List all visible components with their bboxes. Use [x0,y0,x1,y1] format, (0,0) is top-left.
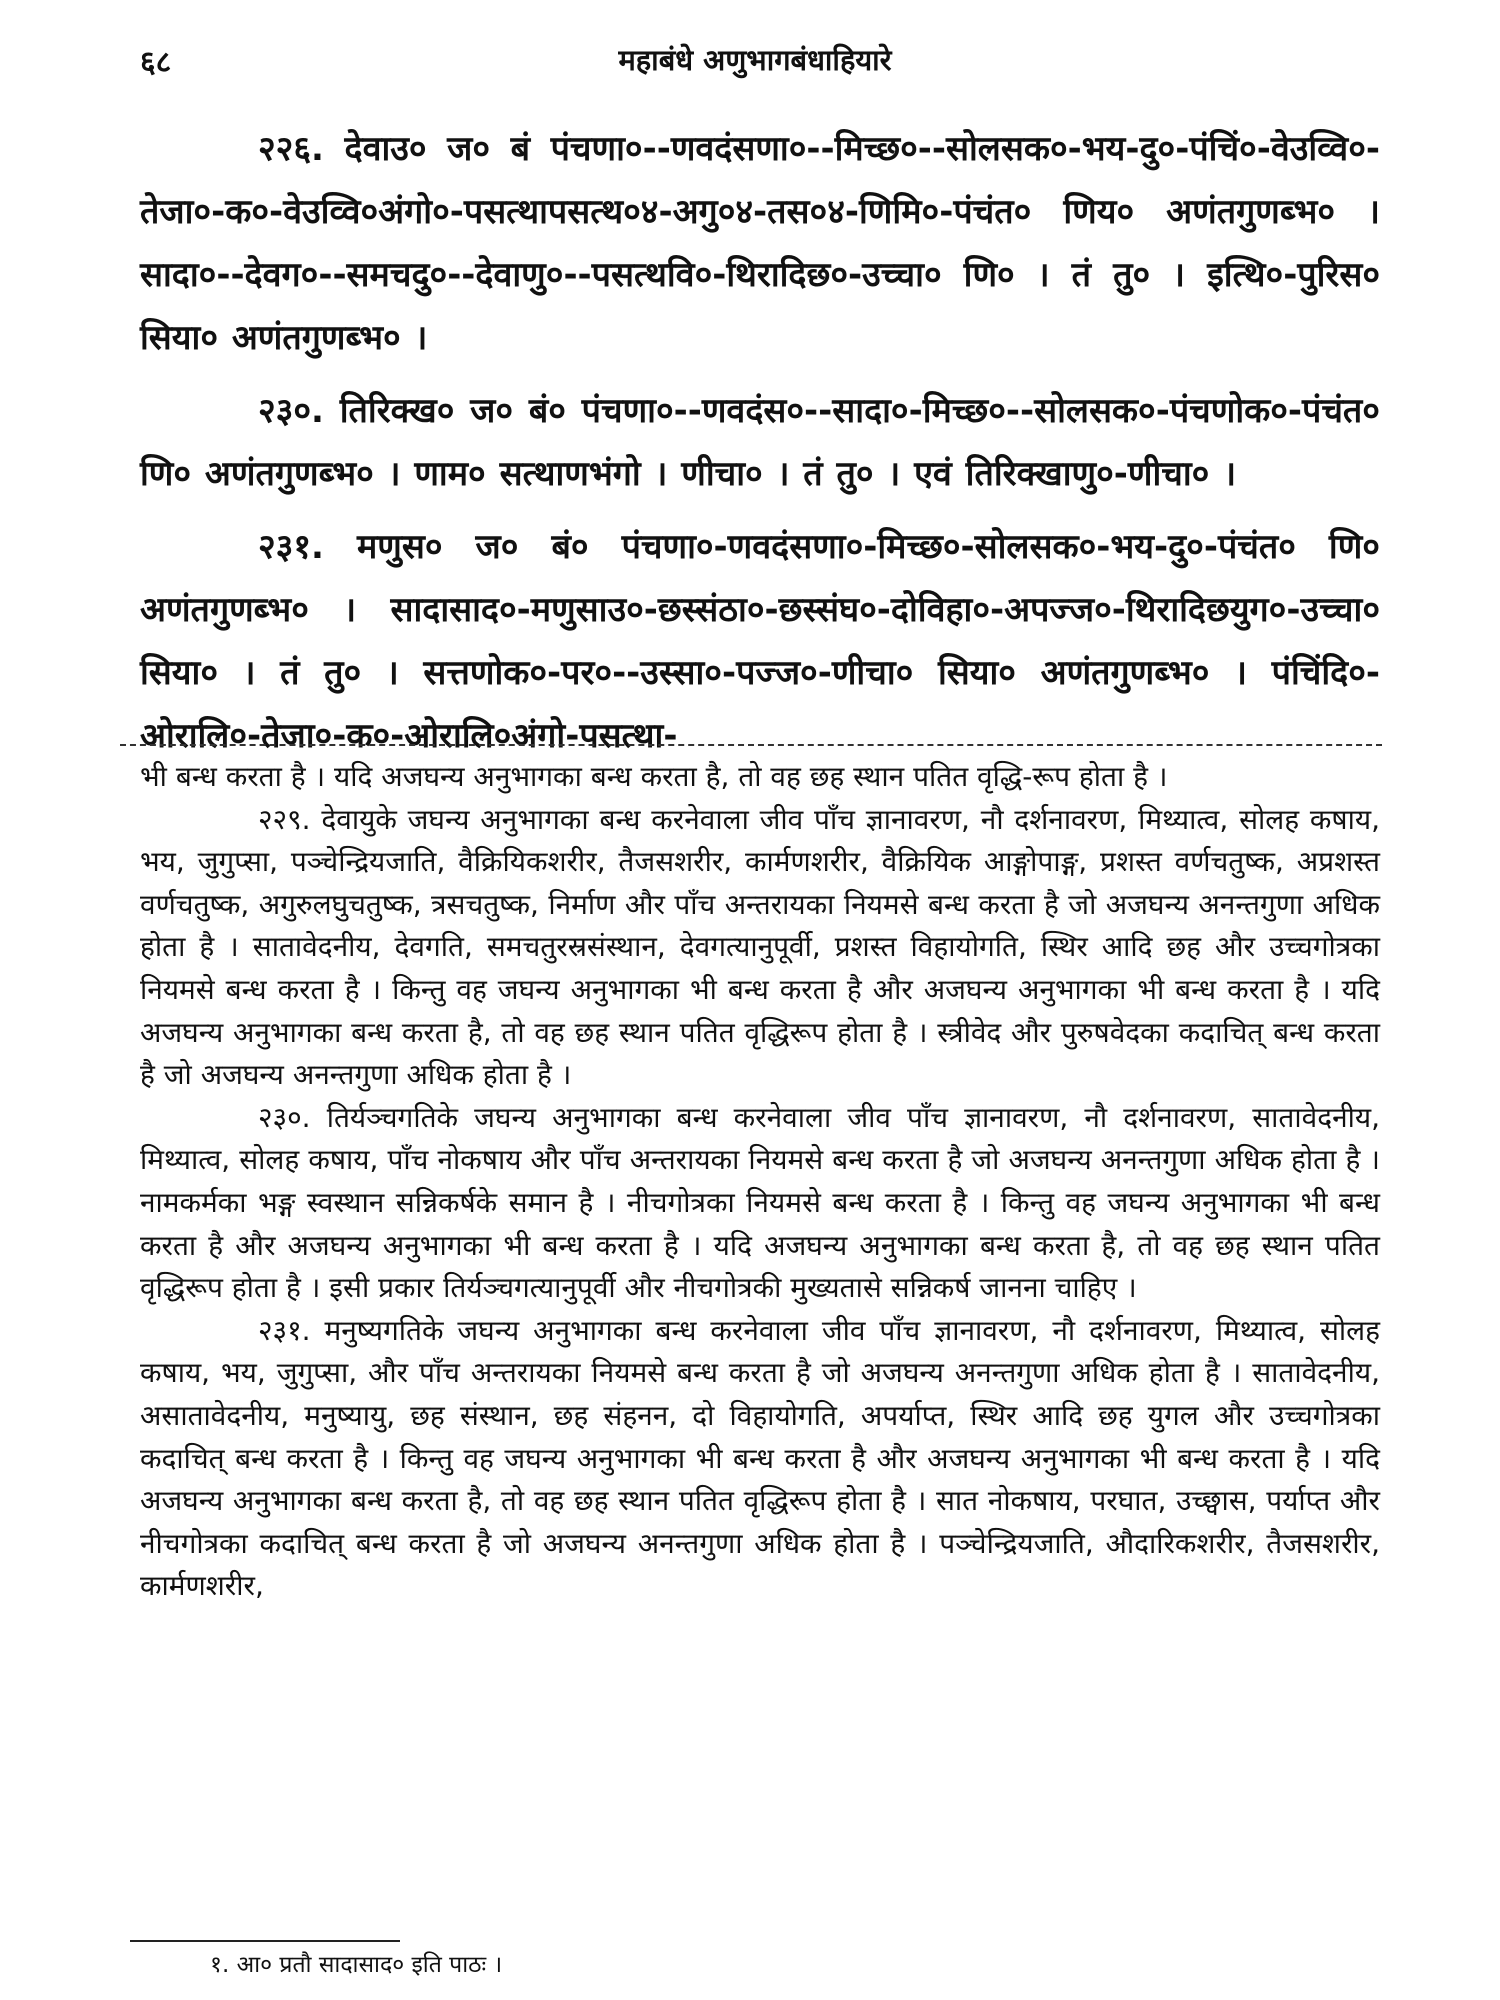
prakrit-paragraph-230: २३०. तिरिक्ख० ज० बं० पंचणा०--णवदंस०--सादा०-मिच्छ०--सोलसक०-पंचणोक०-पंचंत० णि० अणंतगुणब्भ० । णाम० सत्थाणभंगो । णीचा० । तं तु० । एवं तिरिक्खाणु०-णीचा० । [140,391,1380,494]
footnote: १. आ० प्रतौ सादासाद० इति पाठः । [210,1952,503,1978]
prakrit-paragraph-229: २२६. देवाउ० ज० बं पंचणा०--णवदंसणा०--मिच्छ०--सोलसक०-भय-दु०-पंचिं०-वेउव्वि०-तेजा०-क०-वेउव्वि०अंगो०-पसत्थापसत्थ०४-अगु०४-तस०४-णिमि०-पंचंत० णिय० अणंतगुणब्भ० । सादा०--देवग०--समचदु०--देवाणु०--पसत्थवि०-थिरादिछ०-उच्चा० णि० । तं तु० । इत्थि०-पुरिस० सिया० अणंतगुणब्भ० । [140,129,1380,358]
running-title: महाबंधे अणुभागबंधाहियारे [618,43,892,77]
hindi-paragraph-229: २२९. देवायुके जघन्य अनुभागका बन्ध करनेवाला जीव पाँच ज्ञानावरण, नौ दर्शनावरण, मिथ्यात्व, सोलह कषाय, भय, जुगुप्सा, पञ्चेन्द्रियजाति, वैक्रियिकशरीर, तैजसशरीर, कार्मणशरीर, वैक्रियिक आङ्गोपाङ्ग, प्रशस्त वर्णचतुष्क, अप्रशस्त वर्णचतुष्क, अगुरुलघुचतुष्क, त्रसचतुष्क, निर्माण और पाँच अन्तरायका नियमसे बन्ध करता है जो अजघन्य अनन्तगुणा अधिक होता है । सातावेदनीय, देवगति, समचतुरस्रसंस्थान, देवगत्यानुपूर्वी, प्रशस्त विहायोगति, स्थिर आदि छह और उच्चगोत्रका नियमसे बन्ध करता है । किन्तु वह जघन्य अनुभागका भी बन्ध करता है और अजघन्य अनुभागका भी बन्ध करता है । यदि अजघन्य अनुभागका बन्ध करता है, तो वह छह स्थान पतित वृद्धिरूप होता है । स्त्रीवेद और पुरुषवेदका कदाचित् बन्ध करता है जो अजघन्य अनन्तगुणा अधिक होता है । [140,802,1380,1092]
prakrit-text-block [140,118,1380,778]
page-number: ६८ [140,45,172,80]
hindi-paragraph-230: २३०. तिर्यञ्चगतिके जघन्य अनुभागका बन्ध करनेवाला जीव पाँच ज्ञानावरण, नौ दर्शनावरण, सातावेदनीय, मिथ्यात्व, सोलह कषाय, पाँच नोकषाय और पाँच अन्तरायका नियमसे बन्ध करता है जो अजघन्य अनन्तगुणा अधिक होता है । नामकर्मका भङ्ग स्वस्थान सन्निकर्षके समान है । नीचगोत्रका नियमसे बन्ध करता है । किन्तु वह जघन्य अनुभागका भी बन्ध करता है और अजघन्य अनुभागका भी बन्ध करता है । यदि अजघन्य अनुभागका बन्ध करता है, तो वह छह स्थान पतित वृद्धिरूप होता है । इसी प्रकार तिर्यञ्चगत्यानुपूर्वी और नीचगोत्रकी मुख्यतासे सन्निकर्ष जानना चाहिए । [140,1100,1380,1305]
page-header [140,40,1370,80]
footnote-rule [130,1940,400,1942]
hindi-continuation: भी बन्ध करता है । यदि अजघन्य अनुभागका बन्ध करता है, तो वह छह स्थान पतित वृद्धि-रूप होता है । [140,760,1168,793]
section-divider [120,744,1382,746]
hindi-paragraph-231: २३१. मनुष्यगतिके जघन्य अनुभागका बन्ध करनेवाला जीव पाँच ज्ञानावरण, नौ दर्शनावरण, मिथ्यात्व, सोलह कषाय, भय, जुगुप्सा, और पाँच अन्तरायका नियमसे बन्ध करता है जो अजघन्य अनन्तगुणा अधिक होता है । सातावेदनीय, असातावेदनीय, मनुष्यायु, छह संस्थान, छह संहनन, दो विहायोगति, अपर्याप्त, स्थिर आदि छह युगल और उच्चगोत्रका कदाचित् बन्ध करता है । किन्तु वह जघन्य अनुभागका भी बन्ध करता है और अजघन्य अनुभागका भी बन्ध करता है । यदि अजघन्य अनुभागका बन्ध करता है, तो वह छह स्थान पतित वृद्धिरूप होता है । सात नोकषाय, परघात, उच्छ्वास, पर्याप्त और नीचगोत्रका कदाचित् बन्ध करता है जो अजघन्य अनन्तगुणा अधिक होता है । पञ्चेन्द्रियजाति, औदारिकशरीर, तैजसशरीर, कार्मणशरीर, [140,1313,1380,1603]
hindi-translation-block [140,756,1380,1608]
prakrit-paragraph-231: २३१. मणुस० ज० बं० पंचणा०-णवदंसणा०-मिच्छ०-सोलसक०-भय-दु०-पंचंत० णि० अणंतगुणब्भ० । सादासाद०-मणुसाउ०-छस्संठा०-छस्संघ०-दोविहा०-अपज्ज०-थिरादिछयुग०-उच्चा० सिया० । तं तु० । सत्तणोक०-पर०--उस्सा०-पज्ज०-णीचा० सिया० अणंतगुणब्भ० । पंचिंदि०-ओरालि०-तेजा०-क०-ओरालि०अंगो-पसत्था- [140,527,1380,756]
